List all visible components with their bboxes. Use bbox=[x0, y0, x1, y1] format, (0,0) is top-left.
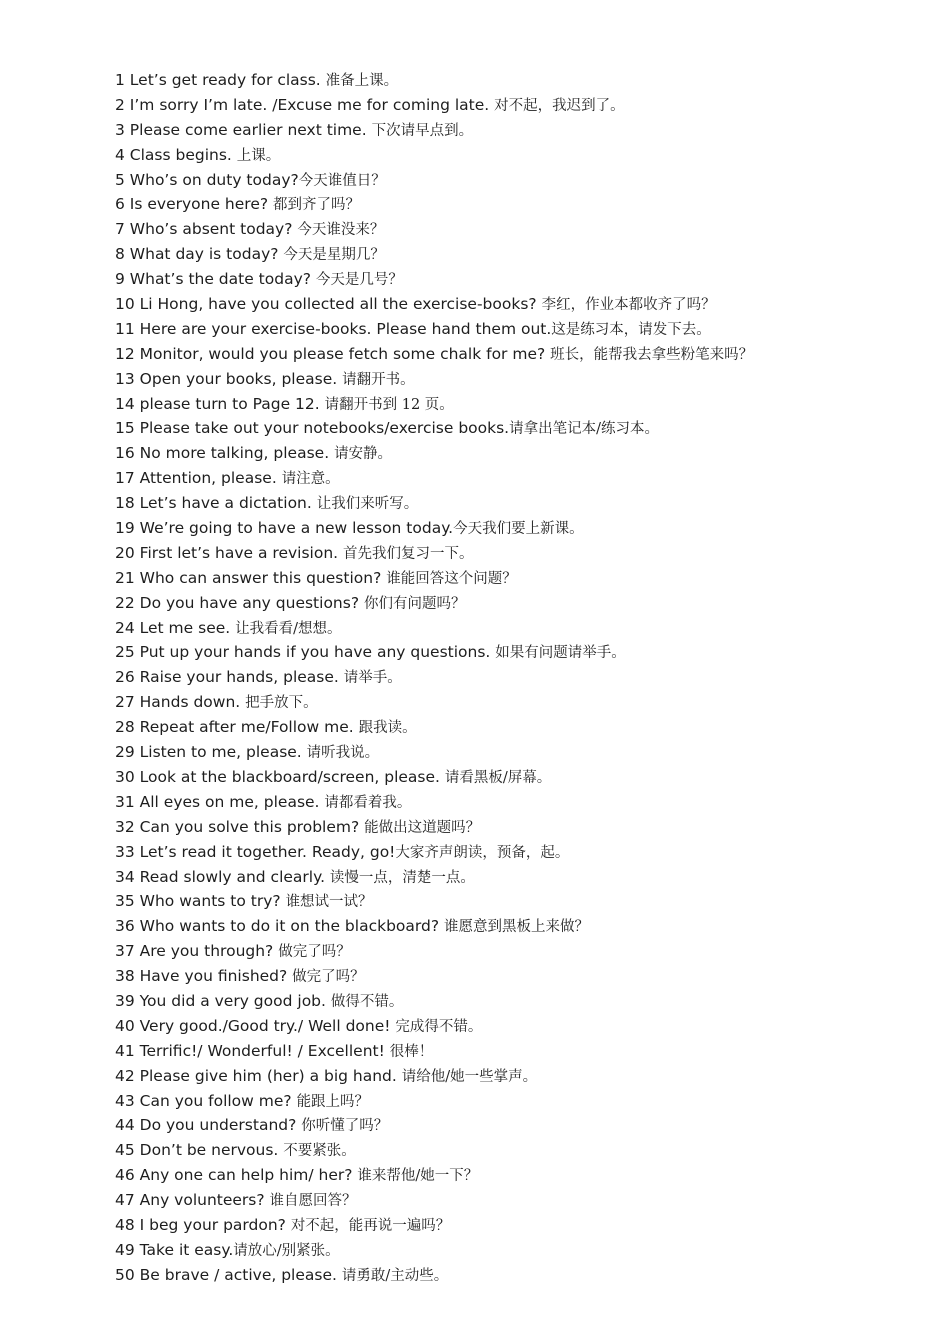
english-phrase: 17 Attention, please. bbox=[115, 469, 282, 488]
phrase-line bbox=[115, 416, 930, 441]
chinese-translation: 请安静。 bbox=[334, 446, 393, 463]
chinese-translation: 这是练习本，请发下去。 bbox=[551, 321, 711, 338]
english-phrase: 36 Who wants to do it on the blackboard? bbox=[115, 917, 444, 936]
chinese-translation: 请拿出笔记本/练习本。 bbox=[509, 421, 659, 438]
phrase-line bbox=[115, 1014, 930, 1039]
phrase-line bbox=[115, 1163, 930, 1188]
phrase-line bbox=[115, 591, 930, 616]
phrase-line bbox=[115, 914, 930, 939]
chinese-translation: 做完了吗？ bbox=[292, 969, 365, 986]
chinese-translation: 很棒！ bbox=[389, 1043, 434, 1060]
phrase-line bbox=[115, 168, 930, 193]
chinese-translation: 请翻开书到 12 页。 bbox=[324, 396, 454, 413]
english-phrase: 2 I’m sorry I’m late. /Excuse me for coming late. bbox=[115, 95, 495, 114]
phrase-line bbox=[115, 616, 930, 641]
english-phrase: 9 What’s the date today? bbox=[115, 270, 316, 289]
phrase-line bbox=[115, 217, 930, 242]
phrase-line bbox=[115, 1188, 930, 1213]
english-phrase: 50 Be brave / active, please. bbox=[115, 1265, 342, 1284]
phrase-line bbox=[115, 889, 930, 914]
phrase-line bbox=[115, 939, 930, 964]
english-phrase: 7 Who’s absent today? bbox=[115, 220, 298, 239]
phrase-line bbox=[115, 317, 930, 342]
phrase-line bbox=[115, 1138, 930, 1163]
chinese-translation: 请听我说。 bbox=[306, 745, 380, 762]
english-phrase: 28 Repeat after me/Follow me. bbox=[115, 718, 359, 737]
english-phrase: 30 Look at the blackboard/screen, please. bbox=[115, 767, 445, 786]
chinese-translation: 请看黑板/屏幕。 bbox=[444, 769, 552, 786]
chinese-translation: 你听懂了吗？ bbox=[301, 1118, 389, 1135]
english-phrase: 8 What day is today? bbox=[115, 245, 284, 264]
phrase-line bbox=[115, 665, 930, 690]
english-phrase: 38 Have you finished? bbox=[115, 967, 293, 986]
english-phrase: 41 Terrific!/ Wonderful! / Excellent! bbox=[115, 1041, 390, 1060]
phrase-line bbox=[115, 790, 930, 815]
phrase-line bbox=[115, 715, 930, 740]
phrase-line bbox=[115, 964, 930, 989]
english-phrase: 1 Let’s get ready for class. bbox=[115, 71, 326, 89]
phrase-line bbox=[115, 840, 930, 865]
phrase-line bbox=[115, 1039, 930, 1064]
phrase-line bbox=[115, 740, 930, 765]
chinese-translation: 首先我们复习一下。 bbox=[343, 545, 474, 562]
english-phrase: 46 Any one can help him/ her? bbox=[115, 1166, 358, 1185]
english-phrase: 39 You did a very good job. bbox=[115, 991, 331, 1010]
english-phrase: 15 Please take out your notebooks/exercise books. bbox=[115, 419, 510, 438]
phrase-line bbox=[115, 516, 930, 541]
english-phrase: 19 We’re going to have a new lesson today. bbox=[115, 519, 454, 538]
chinese-translation: 把手放下。 bbox=[245, 695, 318, 712]
english-phrase: 24 Let me see. bbox=[115, 618, 236, 637]
phrase-line bbox=[115, 392, 930, 417]
phrase-line bbox=[115, 292, 930, 317]
chinese-translation: 上课。 bbox=[236, 147, 281, 164]
english-phrase: 48 I beg your pardon? bbox=[115, 1215, 291, 1234]
phrase-line bbox=[115, 566, 930, 591]
english-phrase: 32 Can you solve this problem? bbox=[115, 817, 365, 836]
english-phrase: 6 Is everyone here? bbox=[115, 195, 274, 214]
chinese-translation: 今天是几号？ bbox=[315, 272, 403, 289]
english-phrase: 22 Do you have any questions? bbox=[115, 593, 364, 612]
phrase-line bbox=[115, 989, 930, 1014]
english-phrase: 20 First let’s have a revision. bbox=[115, 543, 344, 562]
english-phrase: 34 Read slowly and clearly. bbox=[115, 867, 330, 886]
english-phrase: 47 Any volunteers? bbox=[115, 1191, 270, 1210]
phrase-line bbox=[115, 1238, 930, 1263]
english-phrase: 35 Who wants to try? bbox=[115, 892, 286, 911]
chinese-translation: 做得不错。 bbox=[330, 993, 404, 1010]
chinese-translation: 请举手。 bbox=[343, 670, 402, 687]
phrase-line bbox=[115, 242, 930, 267]
chinese-translation: 读慢一点，清楚一点。 bbox=[329, 869, 475, 886]
chinese-translation: 请注意。 bbox=[281, 471, 340, 488]
chinese-translation: 谁愿意到黑板上来做？ bbox=[444, 919, 589, 936]
chinese-translation: 请放心/别紧张。 bbox=[233, 1242, 340, 1259]
phrase-line bbox=[115, 1089, 930, 1114]
chinese-translation: 谁来帮他/她一下？ bbox=[357, 1168, 479, 1185]
english-phrase: 14 please turn to Page 12. bbox=[115, 394, 325, 413]
chinese-translation: 不要紧张。 bbox=[283, 1143, 356, 1160]
english-phrase: 12 Monitor, would you please fetch some chalk for me? bbox=[115, 344, 551, 363]
chinese-translation: 能做出这道题吗？ bbox=[364, 819, 481, 836]
chinese-translation: 能跟上吗？ bbox=[296, 1093, 370, 1110]
english-phrase: 11 Here are your exercise-books. Please hand them out. bbox=[115, 319, 552, 338]
chinese-translation: 准备上课。 bbox=[325, 73, 399, 89]
phrase-line bbox=[115, 1213, 930, 1238]
phrase-line bbox=[115, 541, 930, 566]
phrase-list bbox=[115, 68, 930, 1288]
chinese-translation: 对不起，能再说一遍吗？ bbox=[290, 1217, 451, 1234]
english-phrase: 27 Hands down. bbox=[115, 693, 246, 712]
chinese-translation: 你们有问题吗？ bbox=[363, 595, 466, 612]
chinese-translation: 如果有问题请举手。 bbox=[495, 645, 626, 662]
chinese-translation: 今天我们要上新课。 bbox=[453, 521, 584, 538]
chinese-translation: 谁能回答这个问题？ bbox=[386, 570, 517, 587]
chinese-translation: 李红，作业本都收齐了吗？ bbox=[541, 297, 716, 314]
chinese-translation: 都到齐了吗？ bbox=[273, 197, 361, 214]
phrase-line bbox=[115, 267, 930, 292]
english-phrase: 43 Can you follow me? bbox=[115, 1091, 297, 1110]
chinese-translation: 让我们来听写。 bbox=[316, 496, 419, 513]
english-phrase: 40 Very good./Good try./ Well done! bbox=[115, 1016, 396, 1035]
chinese-translation: 完成得不错。 bbox=[395, 1018, 483, 1035]
chinese-translation: 请都看着我。 bbox=[324, 794, 412, 811]
phrase-line bbox=[115, 342, 930, 367]
chinese-translation: 跟我读。 bbox=[358, 720, 417, 737]
english-phrase: 18 Let’s have a dictation. bbox=[115, 494, 317, 513]
chinese-translation: 今天谁值日？ bbox=[298, 172, 386, 189]
english-phrase: 26 Raise your hands, please. bbox=[115, 668, 344, 687]
phrase-line bbox=[115, 118, 930, 143]
phrase-line bbox=[115, 367, 930, 392]
chinese-translation: 请勇敢/主动些。 bbox=[341, 1267, 449, 1284]
chinese-translation: 大家齐声朗读，预备，起。 bbox=[395, 844, 570, 861]
english-phrase: 29 Listen to me, please. bbox=[115, 743, 307, 762]
phrase-line bbox=[115, 192, 930, 217]
english-phrase: 25 Put up your hands if you have any questions. bbox=[115, 643, 496, 662]
english-phrase: 31 All eyes on me, please. bbox=[115, 792, 325, 811]
phrase-line bbox=[115, 690, 930, 715]
phrase-line bbox=[115, 143, 930, 168]
english-phrase: 3 Please come earlier next time. bbox=[115, 120, 372, 139]
chinese-translation: 班长，能帮我去拿些粉笔来吗？ bbox=[550, 346, 754, 363]
chinese-translation: 对不起，我迟到了。 bbox=[494, 97, 625, 114]
english-phrase: 45 Don’t be nervous. bbox=[115, 1141, 284, 1160]
english-phrase: 49 Take it easy. bbox=[115, 1240, 234, 1259]
chinese-translation: 请给他/她一些掌声。 bbox=[401, 1068, 538, 1085]
english-phrase: 13 Open your books, please. bbox=[115, 369, 343, 388]
english-phrase: 16 No more talking, please. bbox=[115, 444, 335, 463]
phrase-line bbox=[115, 441, 930, 466]
phrase-line bbox=[115, 491, 930, 516]
chinese-translation: 下次请早点到。 bbox=[371, 122, 474, 139]
phrase-line bbox=[115, 1263, 930, 1288]
english-phrase: 44 Do you understand? bbox=[115, 1116, 302, 1135]
phrase-line bbox=[115, 865, 930, 890]
chinese-translation: 做完了吗？ bbox=[278, 944, 351, 961]
english-phrase: 4 Class begins. bbox=[115, 145, 237, 164]
chinese-translation: 今天是星期几？ bbox=[283, 247, 385, 264]
phrase-line bbox=[115, 466, 930, 491]
phrase-line bbox=[115, 93, 930, 118]
phrase-line bbox=[115, 815, 930, 840]
phrase-line bbox=[115, 1113, 930, 1138]
english-phrase: 10 Li Hong, have you collected all the exercise-books? bbox=[115, 295, 542, 314]
phrase-line bbox=[115, 640, 930, 665]
chinese-translation: 请翻开书。 bbox=[342, 371, 415, 388]
phrase-line bbox=[115, 68, 930, 93]
english-phrase: 21 Who can answer this question? bbox=[115, 568, 387, 587]
chinese-translation: 今天谁没来？ bbox=[297, 222, 385, 239]
phrase-line bbox=[115, 765, 930, 790]
chinese-translation: 谁想试一试？ bbox=[285, 894, 373, 911]
phrase-line bbox=[115, 1064, 930, 1089]
english-phrase: 33 Let’s read it together. Ready, go! bbox=[115, 842, 396, 861]
english-phrase: 5 Who’s on duty today? bbox=[115, 170, 299, 189]
chinese-translation: 谁自愿回答？ bbox=[269, 1193, 357, 1210]
chinese-translation: 让我看看/想想。 bbox=[235, 620, 342, 637]
english-phrase: 42 Please give him (her) a big hand. bbox=[115, 1066, 402, 1085]
english-phrase: 37 Are you through? bbox=[115, 942, 279, 961]
